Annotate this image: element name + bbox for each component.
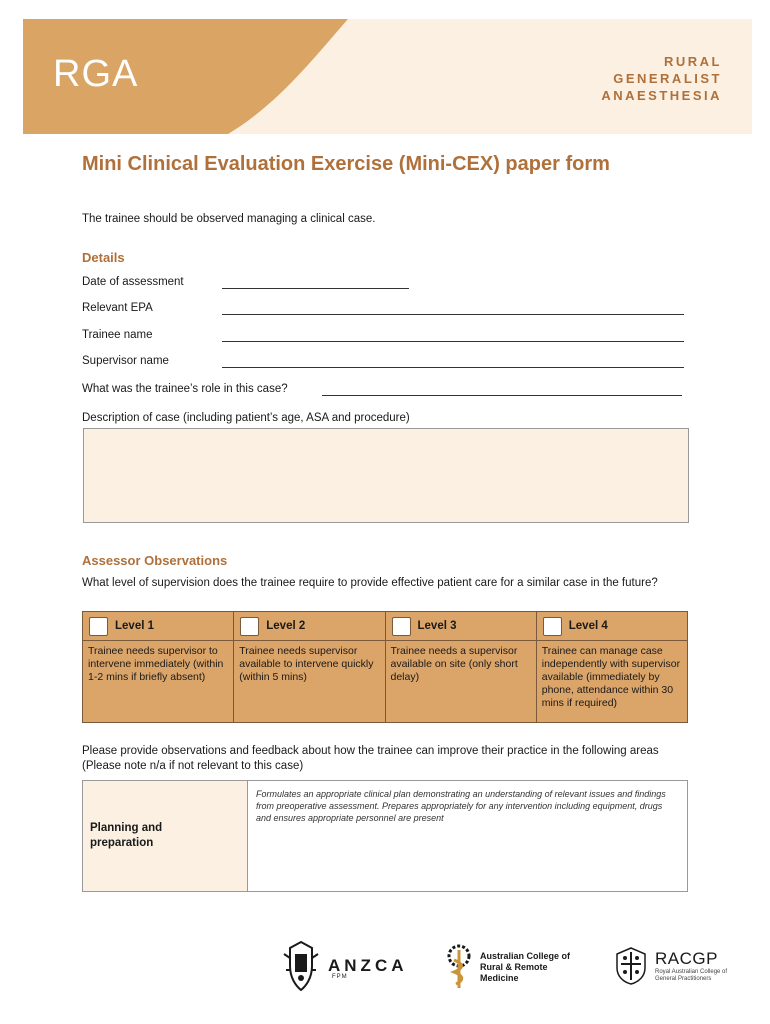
- level-2-title: Level 2: [266, 620, 306, 632]
- supervision-levels-table: [82, 611, 688, 723]
- supervisor-name-row: [82, 355, 684, 371]
- anzca-sub: FPM: [332, 974, 348, 980]
- case-description-box[interactable]: [83, 428, 689, 523]
- level-3-header: [386, 612, 536, 641]
- header-brand: [601, 53, 722, 104]
- trainee-role-label: What was the trainee’s role in this case?: [82, 383, 288, 395]
- relevant-epa-field[interactable]: [222, 314, 684, 315]
- planning-preparation-label-text: Planning and preparation: [90, 822, 163, 849]
- rga-logo: RGA: [53, 53, 139, 95]
- page-title: Mini Clinical Evaluation Exercise (Mini-CEX) paper form: [82, 153, 610, 175]
- racgp-name: RACGP: [655, 949, 718, 968]
- date-of-assessment-field[interactable]: [222, 288, 409, 289]
- level-4-cell: [537, 612, 687, 722]
- level-2-checkbox[interactable]: [240, 617, 259, 636]
- level-2-cell: [234, 612, 385, 722]
- trainee-name-row: [82, 329, 684, 345]
- level-4-checkbox[interactable]: [543, 617, 562, 636]
- feedback-intro-text: Please provide observations and feedback about how the trainee can improve their practice in the following areas (Please note n/a if not relevant to this case): [82, 745, 659, 772]
- supervisor-name-label: Supervisor name: [82, 355, 169, 367]
- brand-line-1: RURAL: [664, 54, 722, 69]
- assessor-observations-heading: Assessor Observations: [82, 553, 228, 568]
- planning-preparation-label: [83, 781, 248, 891]
- level-1-cell: [83, 612, 234, 722]
- trainee-role-row: [82, 383, 684, 399]
- observation-table-row: [82, 780, 688, 892]
- date-of-assessment-label: Date of assessment: [82, 276, 184, 288]
- planning-preparation-feedback-cell[interactable]: [248, 781, 687, 891]
- level-4-description: Trainee can manage case independently with supervisor available (immediately by phone, attendance within 30 mins if required): [541, 645, 681, 709]
- page-header: [23, 19, 752, 134]
- acrrm-emblem-icon: [444, 944, 474, 990]
- anzca-name: ANZCA: [328, 956, 408, 975]
- supervision-question: What level of supervision does the trainee require to provide effective patient care for a similar case in the future?: [82, 577, 658, 589]
- acrrm-name: Australian College of Rural & Remote Medicine: [480, 950, 571, 983]
- relevant-epa-row: [82, 302, 684, 318]
- racgp-logo: [613, 946, 735, 986]
- level-3-description: Trainee needs a supervisor available on site (only short delay): [390, 645, 518, 683]
- date-of-assessment-row: [82, 276, 684, 292]
- anzca-crest-icon: [282, 940, 320, 992]
- level-1-checkbox[interactable]: [89, 617, 108, 636]
- racgp-wordmark: [655, 949, 735, 983]
- footer-logos: [0, 940, 770, 1000]
- level-1-header: [83, 612, 233, 641]
- relevant-epa-label: Relevant EPA: [82, 302, 153, 314]
- trainee-name-field[interactable]: [222, 341, 684, 342]
- trainee-name-label: Trainee name: [82, 329, 153, 341]
- level-4-header: [537, 612, 687, 641]
- level-2-description: Trainee needs supervisor available to intervene quickly (within 5 mins): [239, 645, 374, 683]
- acrrm-logo: [444, 944, 580, 990]
- trainee-role-field[interactable]: [322, 395, 682, 396]
- supervisor-name-field[interactable]: [222, 367, 684, 368]
- brand-line-3: ANAESTHESIA: [601, 88, 722, 103]
- racgp-sub: Royal Australian College of General Practitioners: [655, 969, 728, 982]
- brand-line-2: GENERALIST: [613, 71, 722, 86]
- level-4-title: Level 4: [568, 620, 608, 632]
- level-3-checkbox[interactable]: [392, 617, 411, 636]
- details-heading: Details: [82, 250, 125, 265]
- level-3-cell: [386, 612, 537, 722]
- level-1-title: Level 1: [115, 620, 154, 632]
- racgp-crest-icon: [613, 946, 649, 986]
- level-2-header: [234, 612, 384, 641]
- level-1-description: Trainee needs supervisor to intervene immediately (within 1-2 mins if briefly absent): [88, 645, 224, 683]
- planning-preparation-description: Formulates an appropriate clinical plan demonstrating an understanding of relevant issues and findings from preoperative assessment. Prepares appropriately for any intervention including equipment, drugs and ensures appropriate personnel are present: [256, 789, 666, 823]
- level-3-title: Level 3: [417, 620, 457, 632]
- case-description-label: Description of case (including patient’s age, ASA and procedure): [82, 412, 410, 424]
- intro-text: The trainee should be observed managing a clinical case.: [82, 213, 376, 225]
- anzca-logo: [282, 940, 408, 992]
